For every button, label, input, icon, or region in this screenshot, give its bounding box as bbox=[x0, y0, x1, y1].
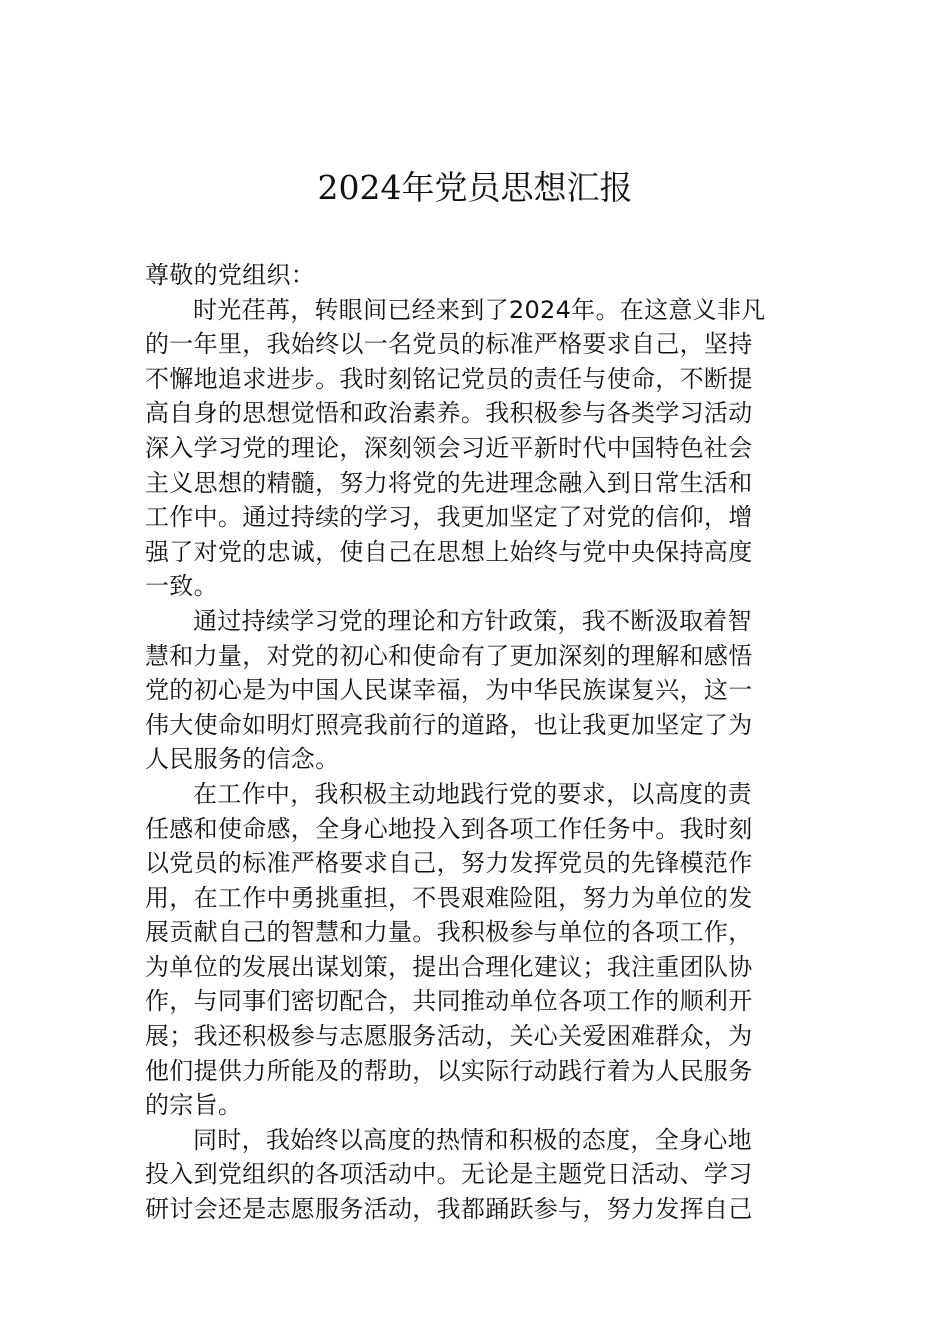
text-line: 高自身的思想觉悟和政治素养。我积极参与各类学习活动 bbox=[145, 399, 753, 428]
text-line: 作，与同事们密切配合，共同推动单位各项工作的顺利开 bbox=[145, 987, 753, 1016]
text-line: 以党员的标准严格要求自己，努力发挥党员的先锋模范作 bbox=[145, 849, 753, 878]
document-title: 2024年党员思想汇报 bbox=[317, 168, 633, 207]
text-line: 一致。 bbox=[145, 572, 218, 601]
text-line: 为单位的发展出谋划策，提出合理化建议；我注重团队协 bbox=[145, 952, 753, 981]
text-line: 尊敬的党组织： bbox=[145, 261, 316, 289]
text-line: 同时，我始终以高度的热情和积极的态度，全身心地 bbox=[193, 1125, 752, 1154]
text-line: 他们提供力所能及的帮助，以实际行动践行着为人民服务 bbox=[145, 1056, 753, 1085]
text-line: 伟大使命如明灯照亮我前行的道路，也让我更加坚定了为 bbox=[145, 710, 753, 739]
text-line: 展贡献自己的智慧和力量。我积极参与单位的各项工作， bbox=[145, 918, 753, 947]
text-line: 工作中。通过持续的学习，我更加坚定了对党的信仰，增 bbox=[145, 503, 753, 532]
text-line: 研讨会还是志愿服务活动，我都踊跃参与，努力发挥自己 bbox=[145, 1195, 753, 1224]
text-line: 深入学习党的理论，深刻领会习近平新时代中国特色社会 bbox=[145, 433, 753, 462]
text-line: 在工作中，我积极主动地践行党的要求，以高度的责 bbox=[193, 779, 752, 808]
text-line: 不懈地追求进步。我时刻铭记党员的责任与使命，不断提 bbox=[145, 364, 753, 393]
text-line: 投入到党组织的各项活动中。无论是主题党日活动、学习 bbox=[145, 1160, 753, 1189]
text-line: 通过持续学习党的理论和方针政策，我不断汲取着智 bbox=[193, 606, 752, 635]
text-line: 展；我还积极参与志愿服务活动，关心关爱困难群众，为 bbox=[145, 1022, 753, 1051]
text-line: 人民服务的信念。 bbox=[145, 745, 340, 774]
text-line: 慧和力量，对党的初心和使命有了更加深刻的理解和感悟 bbox=[145, 641, 753, 670]
text-line: 时光荏苒，转眼间已经来到了2024年。在这意义非凡 bbox=[193, 295, 766, 324]
text-line: 强了对党的忠诚，使自己在思想上始终与党中央保持高度 bbox=[145, 537, 753, 566]
document-body bbox=[145, 258, 825, 1227]
text-line: 的宗旨。 bbox=[145, 1091, 243, 1120]
text-line: 的一年里，我始终以一名党员的标准严格要求自己，坚持 bbox=[145, 330, 753, 359]
text-line: 任感和使命感，全身心地投入到各项工作任务中。我时刻 bbox=[145, 814, 753, 843]
text-line: 主义思想的精髓，努力将党的先进理念融入到日常生活和 bbox=[145, 468, 753, 497]
text-line: 用，在工作中勇挑重担，不畏艰难险阻，努力为单位的发 bbox=[145, 883, 753, 912]
text-line: 党的初心是为中国人民谋幸福，为中华民族谋复兴，这一 bbox=[145, 676, 753, 705]
